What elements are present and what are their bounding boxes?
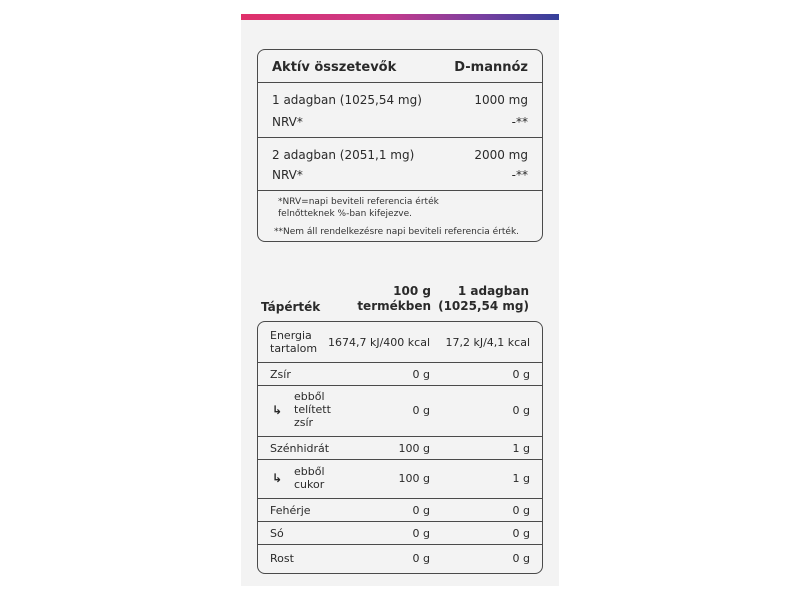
dose1-nrv-value: -** <box>511 115 528 129</box>
nrv-footnote-line2: felnőtteknek %-ban kifejezve. <box>278 209 413 219</box>
row-name: tartalom <box>270 342 318 355</box>
divider <box>258 82 542 83</box>
row-value-serving: 0 g <box>512 404 530 417</box>
sub-item-arrow-icon: ↳ <box>272 403 283 417</box>
row-name: cukor <box>294 478 325 491</box>
row-name: Só <box>270 527 284 540</box>
row-name: ebből <box>294 465 325 478</box>
dose2-nrv-label: NRV* <box>272 168 303 182</box>
divider <box>258 137 542 138</box>
table-row <box>258 545 542 573</box>
nutrition-table <box>257 321 543 574</box>
divider <box>258 190 542 191</box>
dose1-nrv-label: NRV* <box>272 115 303 129</box>
row-value-100g: 0 g <box>412 404 430 417</box>
active-header-value: D-mannóz <box>454 60 528 75</box>
row-value-serving: 17,2 kJ/4,1 kcal <box>445 336 530 349</box>
row-value-serving: 1 g <box>512 472 530 485</box>
table-row <box>258 363 542 385</box>
active-header-label: Aktív összetevők <box>272 60 397 75</box>
row-name: Zsír <box>270 368 291 381</box>
row-name: Fehérje <box>270 504 311 517</box>
row-value-serving: 0 g <box>512 552 530 565</box>
nrv-footnote-line1: *NRV=napi beviteli referencia érték <box>278 197 439 207</box>
row-value-100g: 100 g <box>398 472 430 485</box>
row-value-100g: 0 g <box>412 527 430 540</box>
row-value-100g: 0 g <box>412 552 430 565</box>
nutrition-col1-header <box>357 284 431 314</box>
table-row <box>258 522 542 544</box>
dose2-label: 2 adagban (2051,1 mg) <box>272 148 415 162</box>
col1-line2: termékben <box>357 299 431 313</box>
row-value-100g: 0 g <box>412 368 430 381</box>
col1-line1: 100 g <box>393 284 431 298</box>
row-value-serving: 1 g <box>512 442 530 455</box>
row-value-serving: 0 g <box>512 368 530 381</box>
active-ingredients-box <box>257 49 543 242</box>
table-row <box>258 460 542 498</box>
table-row <box>258 386 542 436</box>
brand-gradient-bar <box>241 14 559 20</box>
row-value-100g: 1674,7 kJ/400 kcal <box>327 336 430 349</box>
nutrition-col2-header <box>438 284 529 314</box>
row-value-100g: 100 g <box>398 442 430 455</box>
row-name: ebből <box>294 390 325 403</box>
sub-item-arrow-icon: ↳ <box>272 471 283 485</box>
row-value-serving: 0 g <box>512 504 530 517</box>
nutrition-title: Tápérték <box>261 300 321 314</box>
row-name: telített <box>294 403 331 416</box>
product-label-panel <box>241 14 559 586</box>
col2-line2: (1025,54 mg) <box>438 299 529 313</box>
table-row <box>258 437 542 459</box>
row-name: zsír <box>294 416 314 429</box>
row-value-100g: 0 g <box>412 504 430 517</box>
dose1-value: 1000 mg <box>474 93 528 107</box>
table-row <box>258 499 542 521</box>
row-name: Energia <box>270 329 312 342</box>
dose2-value: 2000 mg <box>474 148 528 162</box>
table-row <box>258 322 542 362</box>
row-value-serving: 0 g <box>512 527 530 540</box>
row-name: Rost <box>270 552 294 565</box>
dose2-nrv-value: -** <box>511 168 528 182</box>
col2-line1: 1 adagban <box>457 284 529 298</box>
row-name: Szénhidrát <box>270 442 330 455</box>
dose1-label: 1 adagban (1025,54 mg) <box>272 93 422 107</box>
nrv-footnote-2: **Nem áll rendelkezésre napi beviteli referencia érték. <box>274 227 520 237</box>
